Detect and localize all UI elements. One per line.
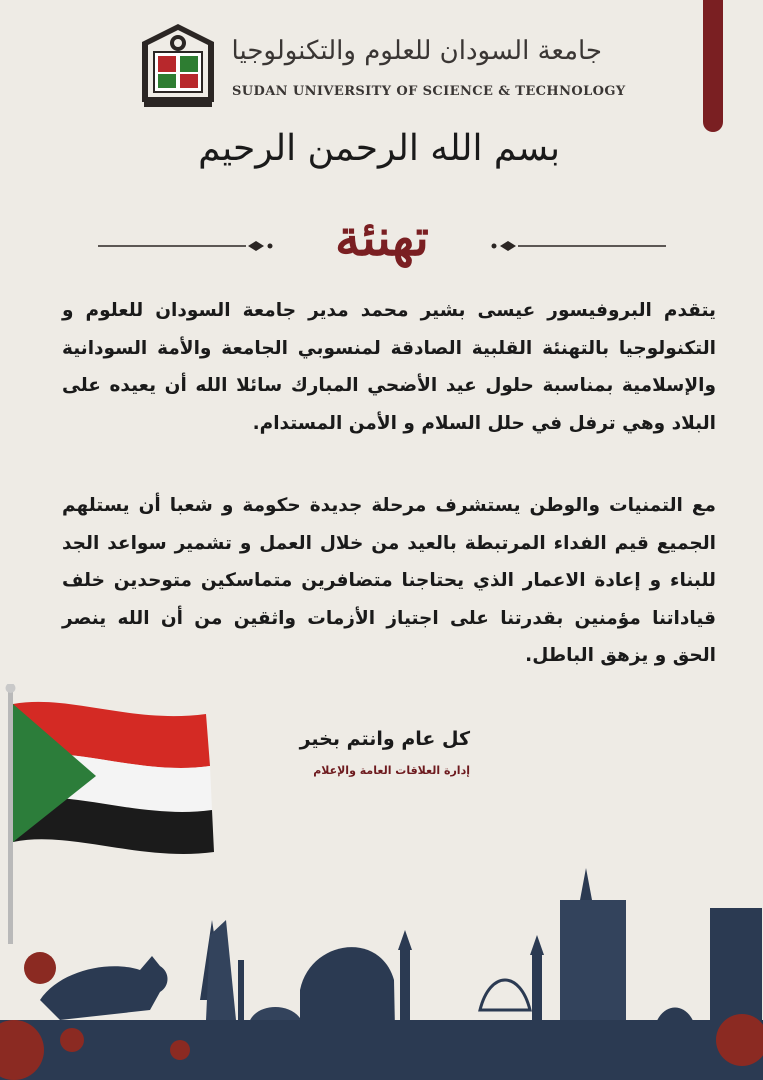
paragraph-1: يتقدم البروفيسور عيسى بشير محمد مدير جامعة السودان للعلوم و التكنولوجيا بالتهنئة القلبية الصادقة لمنسوبي الجامعة والأمة السودانية والإسلامية بمناسبة حلول عيد الأضحي المبارك سائلا الله أن يعيده على البلاد وهي ترفل في حلل السلام و الأمن المستدام. bbox=[62, 300, 716, 434]
city-skyline-icon bbox=[0, 860, 763, 1080]
page-title: تهنئة bbox=[335, 208, 429, 267]
basmala: بسم الله الرحمن الرحيم bbox=[198, 128, 560, 169]
university-header bbox=[140, 22, 626, 112]
accent-bar bbox=[703, 0, 723, 132]
department-signature: إدارة العلاقات العامة والإعلام bbox=[313, 764, 470, 777]
paragraph-2: مع التمنيات والوطن يستشرف مرحلة جديدة حكومة و شعبا أن يستلهم الجميع قيم الفداء المرتبطة بالعيد من خلال العمل و تشمير سواعد الجد للبناء و إعادة الاعمار الذي يحتاجنا متضافرين متماسكين متوحدين خلف قياداتنا مؤمنين بقدرتنا على اجتياز الأزمات واثقين من أن الله ينصر الحق و يزهق الباطل. bbox=[62, 495, 716, 666]
title-row bbox=[96, 208, 668, 268]
university-name-english: SUDAN UNIVERSITY OF SCIENCE & TECHNOLOGY bbox=[232, 84, 626, 99]
university-name-arabic: جامعة السودان للعلوم والتكنولوجيا bbox=[231, 36, 602, 66]
greeting-line: كل عام وانتم بخير bbox=[299, 728, 470, 750]
university-crest-icon bbox=[140, 22, 216, 108]
